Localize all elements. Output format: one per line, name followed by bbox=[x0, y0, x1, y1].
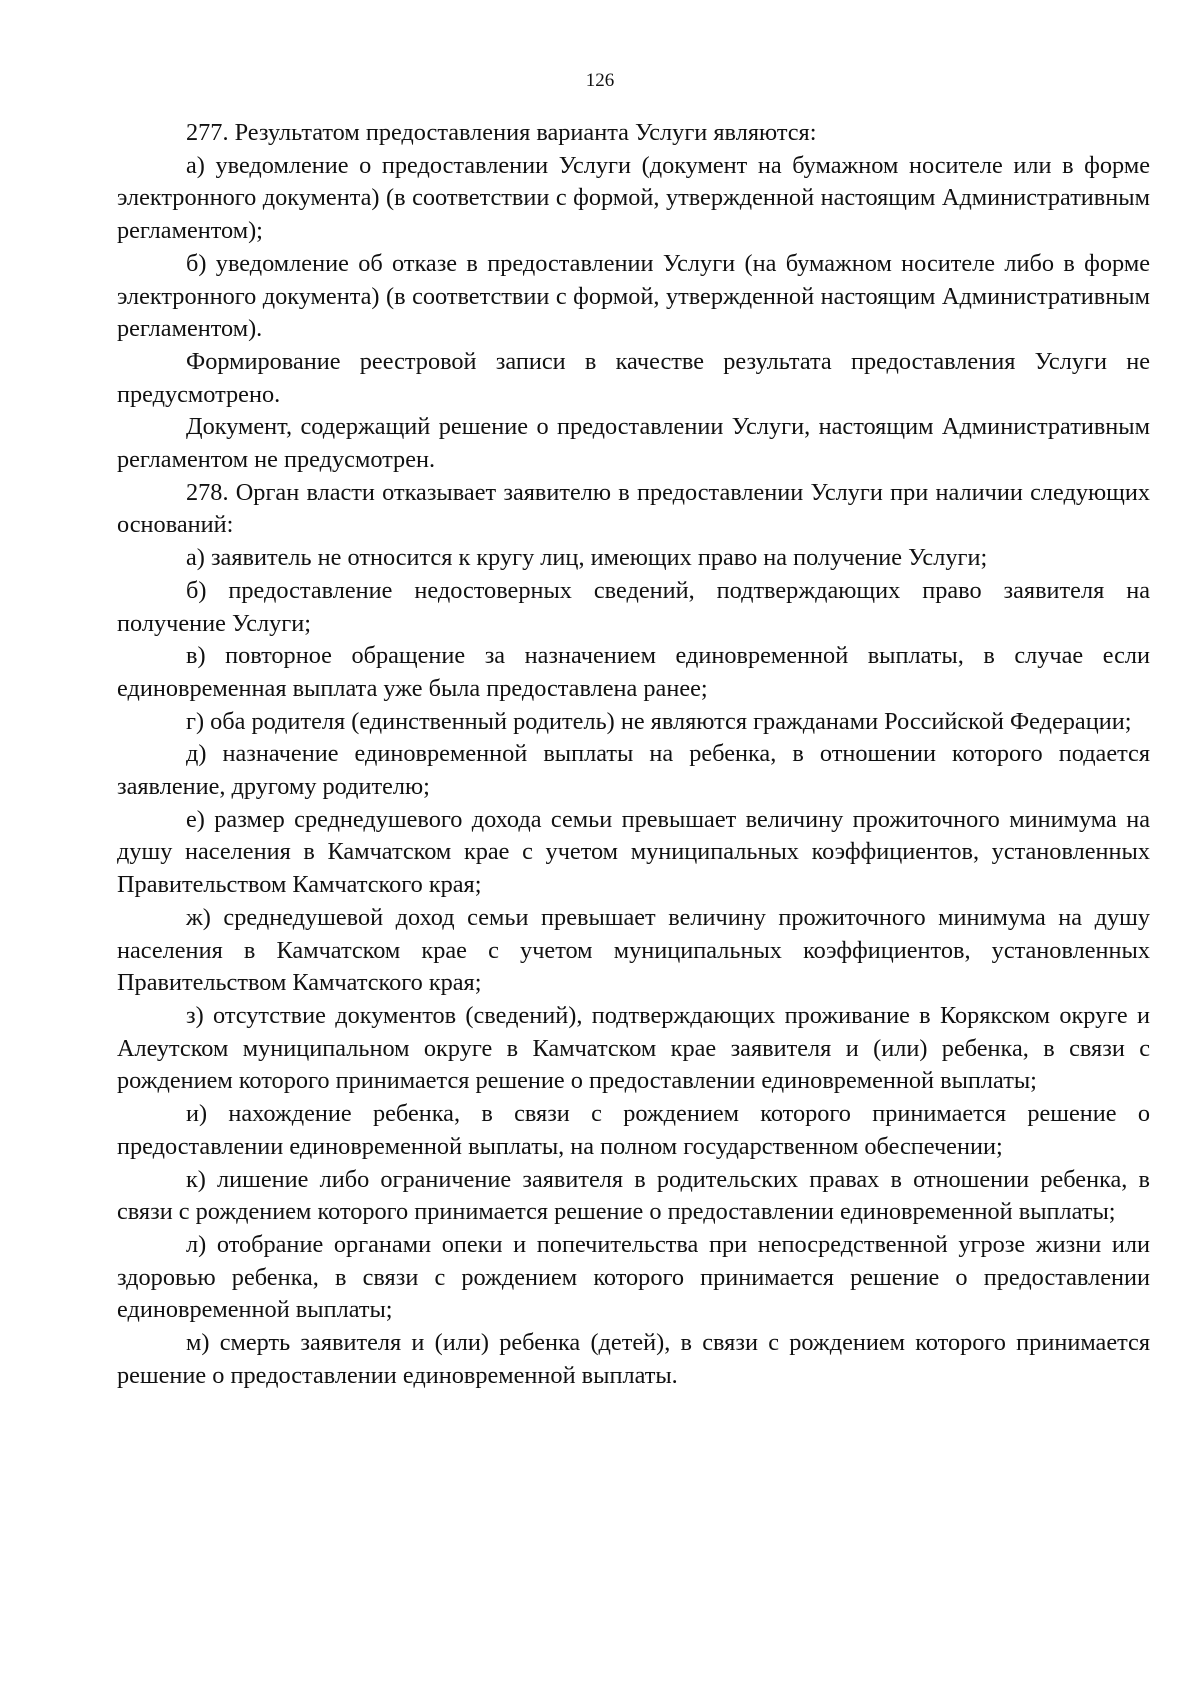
paragraph-278-g: г) оба родителя (единственный родитель) не являются гражданами Российской Федерации; bbox=[186, 707, 1132, 735]
paragraph-277-b: б) уведомление об отказе в предоставлении Услуги (на бумажном носителе либо в форме электронного документа) (в соответствии с формой, утвержденной настоящим Административным регламентом). bbox=[117, 249, 1150, 343]
document-body bbox=[117, 117, 1150, 1392]
paragraph-278-l: л) отобрание органами опеки и попечительства при непосредственной угрозе жизни или здоровью ребенка, в связи с рождением которого принимается решение о предоставлении единовременной выплаты; bbox=[117, 1230, 1150, 1324]
paragraph-278-d: д) назначение единовременной выплаты на ребенка, в отношении которого подается заявление, другому родителю; bbox=[117, 740, 1150, 801]
paragraph-278-e: е) размер среднедушевого дохода семьи превышает величину прожиточного минимума на душу населения в Камчатском крае с учетом муниципальных коэффициентов, установленных Правительством Камчатского края; bbox=[117, 805, 1150, 899]
paragraph-277-a: а) уведомление о предоставлении Услуги (документ на бумажном носителе или в форме электронного документа) (в соответствии с формой, утвержденной настоящим Административным регламентом); bbox=[117, 151, 1150, 245]
paragraph-decision-document: Документ, содержащий решение о предоставлении Услуги, настоящим Административным регламентом не предусмотрен. bbox=[117, 413, 1150, 474]
paragraph-278-v: в) повторное обращение за назначением единовременной выплаты, в случае если единовременная выплата уже была предоставлена ранее; bbox=[117, 642, 1150, 702]
paragraph-278-i: и) нахождение ребенка, в связи с рождением которого принимается решение о предоставлении единовременной выплаты, на полном государственном обеспечении; bbox=[117, 1100, 1150, 1160]
paragraph-277-heading: 277. Результатом предоставления варианта Услуги являются: bbox=[186, 119, 817, 146]
paragraph-278-k: к) лишение либо ограничение заявителя в родительских правах в отношении ребенка, в связи с рождением которого принимается решение о предоставлении единовременной выплаты; bbox=[117, 1165, 1150, 1226]
paragraph-278-a: а) заявитель не относится к кругу лиц, имеющих право на получение Услуги; bbox=[186, 544, 988, 572]
paragraph-278-m: м) смерть заявителя и (или) ребенка (детей), в связи с рождением которого принимается решение о предоставлении единовременной выплаты. bbox=[117, 1329, 1150, 1389]
paragraph-278-heading: 278. Орган власти отказывает заявителю в предоставлении Услуги при наличии следующих оснований: bbox=[117, 478, 1150, 539]
paragraph-registry-record: Формирование реестровой записи в качестве результата предоставления Услуги не предусмотрено. bbox=[117, 347, 1150, 408]
paragraph-278-zh: ж) среднедушевой доход семьи превышает величину прожиточного минимума на душу населения в Камчатском крае с учетом муниципальных коэффициентов, установленных Правительством Камчатского края; bbox=[117, 903, 1150, 997]
paragraph-278-b: б) предоставление недостоверных сведений, подтверждающих право заявителя на получение Услуги; bbox=[117, 576, 1150, 637]
page-number: 126 bbox=[585, 70, 615, 91]
paragraph-278-z: з) отсутствие документов (сведений), подтверждающих проживание в Корякском округе и Алеутском муниципальном округе в Камчатском крае заявителя и (или) ребенка, в связи с рождением которого принимается решение о предоставлении единовременной выплаты; bbox=[117, 1001, 1150, 1095]
